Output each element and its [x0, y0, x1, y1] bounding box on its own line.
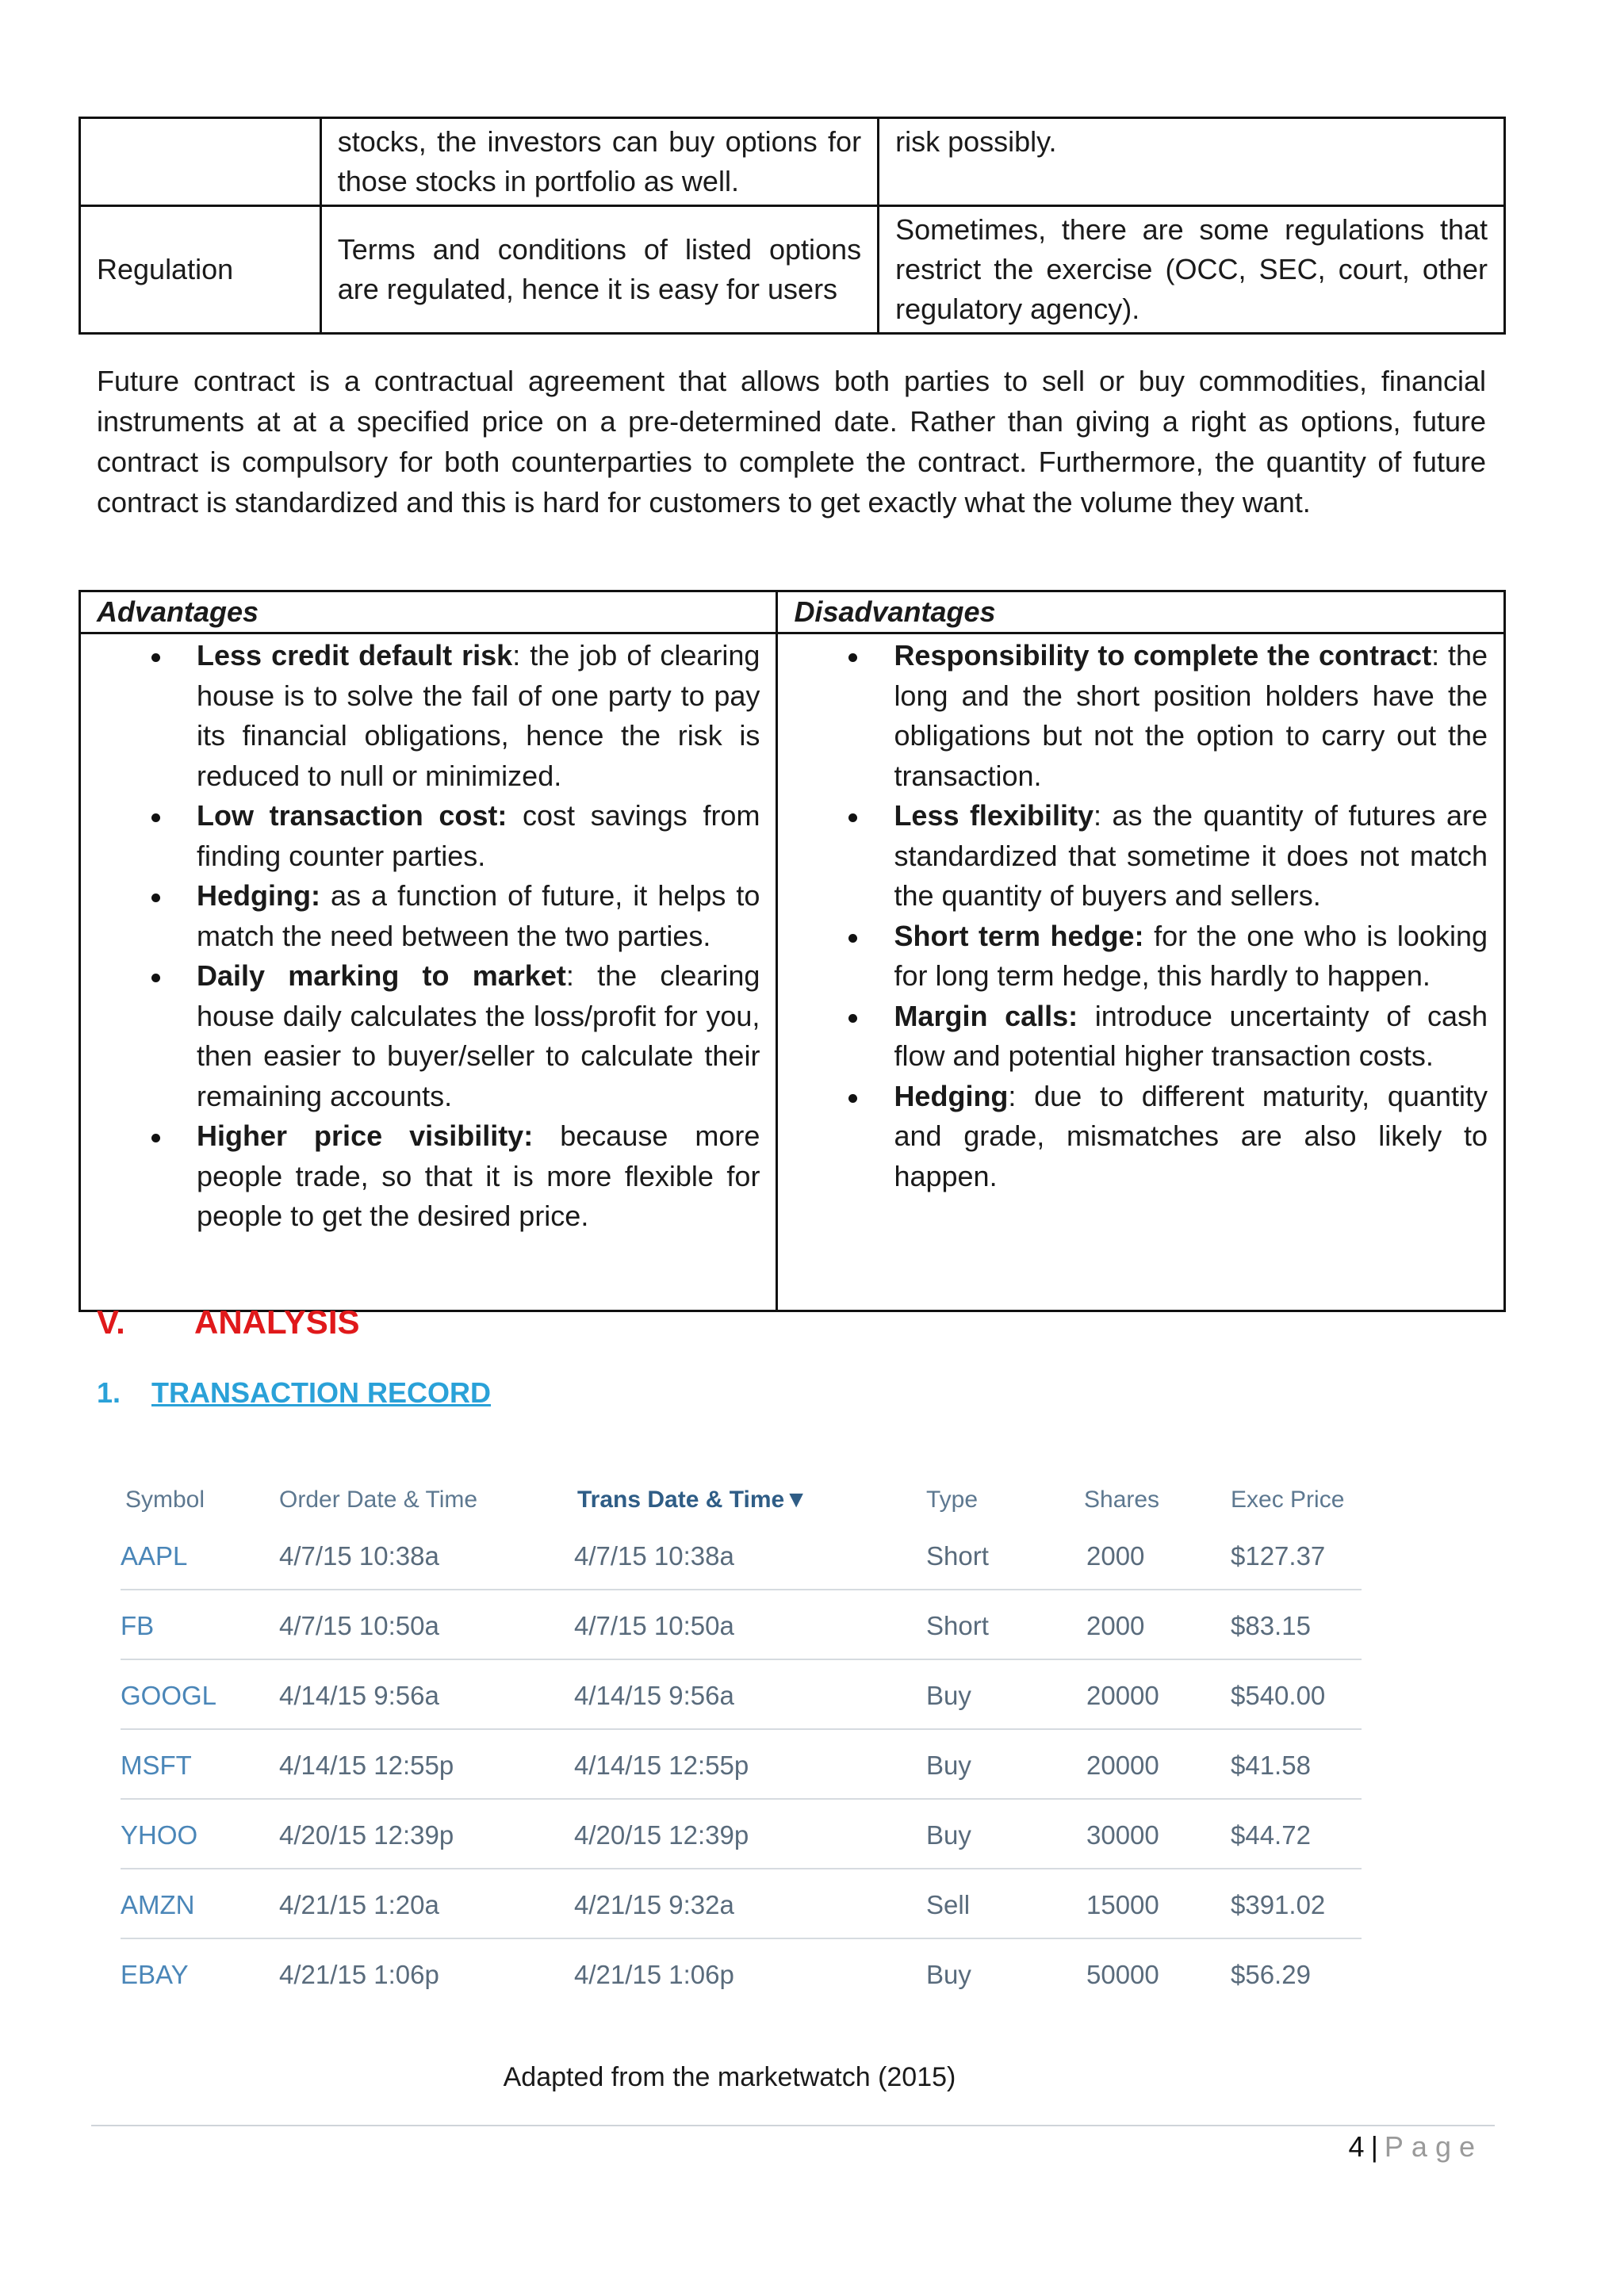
exec-price-header: Exec Price: [1231, 1487, 1345, 1513]
page-label: Page: [1384, 2130, 1483, 2163]
type-cell: Buy: [926, 1960, 971, 1989]
options-comparison-table: [79, 117, 1506, 335]
section-title: ANALYSIS: [194, 1303, 360, 1341]
list-item: [894, 636, 1488, 796]
bullet-separator: :: [1431, 639, 1440, 672]
table-cell: Regulation: [80, 206, 321, 334]
list-item: [894, 796, 1488, 916]
symbol-cell: EBAY: [121, 1960, 189, 1989]
price-cell: $391.02: [1231, 1890, 1326, 1919]
order-cell: 4/7/15 10:38a: [279, 1541, 439, 1571]
bullet-term: Hedging: [894, 1079, 1009, 1112]
trans-cell: 4/20/15 12:39p: [574, 1820, 749, 1850]
disadvantages-list: [794, 636, 1488, 1196]
symbol-cell: MSFT: [121, 1751, 192, 1780]
table-row: [121, 1522, 1362, 1590]
trans-date-header: Trans Date & Time▼: [577, 1487, 808, 1513]
order-cell: 4/21/15 1:20a: [279, 1890, 439, 1919]
row-divider: [121, 1868, 1362, 1869]
list-item: [894, 997, 1488, 1077]
type-cell: Short: [926, 1541, 989, 1571]
subsection-number: 1.: [97, 1376, 121, 1409]
row-divider: [121, 1798, 1362, 1800]
bullet-text: for the one who is looking for long term hedge, this hardly to happen.: [894, 919, 1488, 992]
table-row: [121, 1941, 1362, 2009]
symbol-cell: FB: [121, 1611, 155, 1640]
shares-cell: 15000: [1086, 1890, 1159, 1919]
advantages-disadvantages-table: [79, 590, 1506, 1312]
price-cell: $56.29: [1231, 1960, 1311, 1989]
bullet-term: Responsibility to complete the contract: [894, 639, 1432, 672]
table-cell: risk possibly.: [879, 118, 1505, 206]
bullet-text: introduce uncertainty of cash flow and potential higher transaction costs.: [894, 999, 1488, 1072]
subsection-title: TRANSACTION RECORD: [151, 1376, 491, 1409]
trans-cell: 4/14/15 12:55p: [574, 1751, 749, 1780]
figure-caption: Adapted from the marketwatch (2015): [503, 2062, 956, 2092]
disadvantages-header: Disadvantages: [777, 591, 1505, 633]
advantages-list: [97, 636, 760, 1237]
list-item: [197, 1116, 760, 1237]
type-cell: Buy: [926, 1681, 971, 1710]
bullet-text: due to different maturity, quantity and grade, mismatches are also likely to happen.: [894, 1079, 1488, 1192]
list-item: [197, 636, 760, 796]
price-cell: $127.37: [1231, 1541, 1326, 1571]
price-cell: $41.58: [1231, 1751, 1311, 1780]
bullet-term: Less credit default risk: [197, 639, 513, 672]
bullet-separator: :: [1094, 799, 1102, 832]
table-cell: Sometimes, there are some regulations that restrict the exercise (OCC, SEC, court, other regulatory agency).: [879, 206, 1505, 334]
trans-cell: 4/21/15 1:06p: [574, 1960, 734, 1989]
symbol-cell: GOOGL: [121, 1681, 217, 1710]
symbol-cell: AAPL: [121, 1541, 188, 1571]
table-row: [80, 206, 1505, 334]
advantages-header: Advantages: [80, 591, 777, 633]
symbol-cell: YHOO: [121, 1820, 198, 1850]
table-row: [121, 1801, 1362, 1869]
type-cell: Short: [926, 1611, 989, 1640]
table-row: [80, 633, 1505, 1311]
row-divider: [121, 1659, 1362, 1660]
shares-header: Shares: [1084, 1487, 1160, 1513]
transaction-record-screenshot: [121, 1431, 1373, 2034]
table-row: [121, 1662, 1362, 1730]
list-item: [197, 956, 760, 1116]
symbol-cell: AMZN: [121, 1890, 195, 1919]
symbol-header: Symbol: [125, 1487, 205, 1513]
table-row: [80, 118, 1505, 206]
bullet-term: Higher price visibility:: [197, 1119, 534, 1152]
page-separator: |: [1370, 2130, 1378, 2163]
list-item: [197, 796, 760, 876]
price-cell: $83.15: [1231, 1611, 1311, 1640]
order-cell: 4/14/15 9:56a: [279, 1681, 439, 1710]
footer-divider: [91, 2125, 1495, 2126]
bullet-term: Less flexibility: [894, 799, 1094, 832]
table-cell: Terms and conditions of listed options are regulated, hence it is easy for users: [320, 206, 878, 334]
disadvantages-cell: [777, 633, 1505, 1311]
shares-cell: 2000: [1086, 1541, 1145, 1571]
list-item: [894, 916, 1488, 997]
bullet-text: as a function of future, it helps to match the need between the two parties.: [197, 879, 760, 952]
shares-cell: 20000: [1086, 1681, 1159, 1710]
trans-cell: 4/7/15 10:38a: [574, 1541, 734, 1571]
price-cell: $540.00: [1231, 1681, 1326, 1710]
type-cell: Sell: [926, 1890, 971, 1919]
bullet-term: Short term hedge:: [894, 919, 1144, 952]
table-row: [121, 1871, 1362, 1939]
bullet-separator: :: [512, 639, 521, 672]
list-item: [197, 876, 760, 956]
row-divider: [121, 1728, 1362, 1730]
bullet-term: Margin calls:: [894, 999, 1078, 1032]
section-number: V.: [97, 1303, 125, 1341]
trans-cell: 4/21/15 9:32a: [574, 1890, 734, 1919]
table-header-row: [80, 591, 1505, 633]
type-cell: Buy: [926, 1751, 971, 1780]
list-item: [894, 1077, 1488, 1197]
bullet-term: Low transaction cost:: [197, 799, 508, 832]
price-cell: $44.72: [1231, 1820, 1311, 1850]
row-divider: [121, 1938, 1362, 1939]
order-date-header: Order Date & Time: [279, 1487, 478, 1513]
shares-cell: 2000: [1086, 1611, 1145, 1640]
bullet-separator: :: [1008, 1079, 1017, 1112]
table-cell: stocks, the investors can buy options for those stocks in portfolio as well.: [320, 118, 878, 206]
bullet-text: as the quantity of futures are standardized that sometime it does not match the quantity of buyers and sellers.: [894, 799, 1488, 912]
type-cell: Buy: [926, 1820, 971, 1850]
bullet-text: the long and the short position holders have the obligations but not the option to carry out the transaction.: [894, 639, 1488, 792]
trans-cell: 4/14/15 9:56a: [574, 1681, 734, 1710]
table-row: [121, 1592, 1362, 1660]
bullet-text: the job of clearing house is to solve the fail of one party to pay its financial obligations, hence the risk is reduced to null or minimized.: [197, 639, 760, 792]
row-divider: [121, 1589, 1362, 1590]
order-cell: 4/7/15 10:50a: [279, 1611, 439, 1640]
bullet-text: the clearing house daily calculates the loss/profit for you, then easier to buyer/seller to calculate their remaining accounts.: [197, 959, 760, 1112]
shares-cell: 50000: [1086, 1960, 1159, 1989]
bullet-text: because more people trade, so that it is more flexible for people to get the desired price.: [197, 1119, 760, 1232]
shares-cell: 20000: [1086, 1751, 1159, 1780]
order-cell: 4/20/15 12:39p: [279, 1820, 454, 1850]
page-number: [1349, 2130, 1483, 2164]
trans-cell: 4/7/15 10:50a: [574, 1611, 734, 1640]
order-cell: 4/21/15 1:06p: [279, 1960, 439, 1989]
order-cell: 4/14/15 12:55p: [279, 1751, 454, 1780]
bullet-text: cost savings from finding counter parties.: [197, 799, 760, 872]
table-cell: [80, 118, 321, 206]
type-header: Type: [926, 1487, 979, 1513]
advantages-cell: [80, 633, 777, 1311]
future-contract-paragraph: Future contract is a contractual agreement that allows both parties to sell or buy commodities, financial instruments at at a specified price on a pre-determined date. Rather than giving a right as options, future contract is compulsory for both counterparties to complete the contract. Furthermore, the quantity of future contract is standardized and this is hard for customers to get exactly what the volume they want.: [97, 365, 1486, 519]
bullet-term: Daily marking to market: [197, 959, 566, 992]
table-row: [121, 1732, 1362, 1800]
bullet-separator: :: [565, 959, 574, 992]
bullet-term: Hedging:: [197, 879, 320, 912]
shares-cell: 30000: [1086, 1820, 1159, 1850]
page-number-value: 4: [1348, 2130, 1365, 2163]
